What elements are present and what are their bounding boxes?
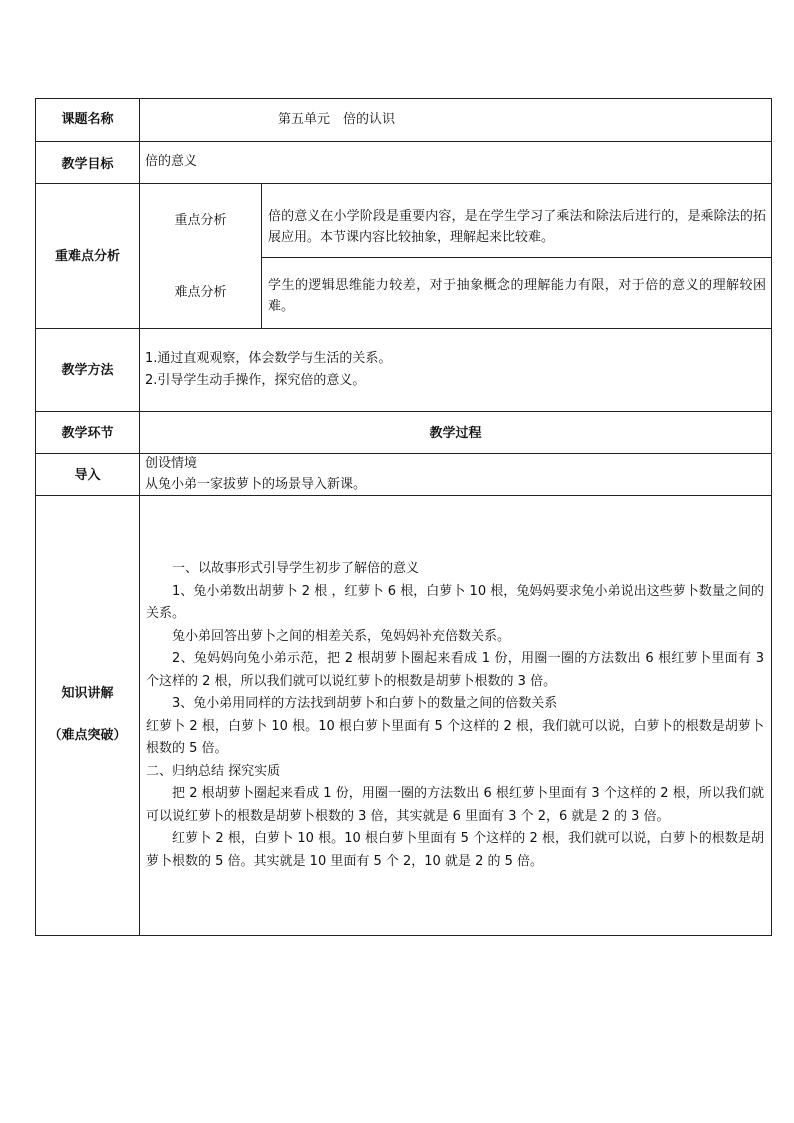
intro-label: 导入: [74, 468, 101, 483]
column-divider: [261, 183, 262, 328]
paragraph: 兔小弟回答出萝卜之间的相差关系，兔妈妈补充倍数关系。: [172, 628, 511, 644]
goal-label: 教学目标: [61, 157, 114, 172]
method-item: 1.通过直观观察，体会数学与生活的关系。: [145, 351, 392, 366]
knowledge-sublabel: （难点突破）: [48, 728, 127, 743]
section-heading: 一、以故事形式引导学生初步了解倍的意义: [172, 561, 420, 576]
goal-value: 倍的意义: [145, 154, 198, 169]
method-label: 教学方法: [61, 363, 114, 378]
row-divider: [261, 257, 771, 258]
knowledge-label: 知识讲解: [61, 686, 114, 701]
row-divider: [36, 495, 771, 496]
paragraph: 红萝卜 2 根，白萝卜 10 根。10 根白萝卜里面有 5 个这样的 2 根，我们就可以说，白萝卜的根数是胡萝卜根数的 5 倍。其实就是 10 里面有 5 个 2，10 就是 2 的 5 倍。: [146, 831, 764, 869]
row-divider: [36, 411, 771, 412]
row-divider: [36, 183, 771, 184]
difficulty-label: 难点分析: [174, 285, 227, 300]
title-label: 课题名称: [61, 112, 114, 127]
key-point-text: 倍的意义在小学阶段是重要内容，是在学生学习了乘法和除法后进行的，是乘除法的拓展应用。本节课内容比较抽象，理解起来比较难。: [268, 209, 766, 245]
row-divider: [36, 141, 771, 142]
row-divider: [36, 328, 771, 329]
process-label: 教学过程: [429, 426, 482, 441]
key-point-label: 重点分析: [174, 213, 227, 228]
analysis-label: 重难点分析: [54, 249, 120, 264]
section-heading: 二、归纳总结 探究实质: [146, 763, 281, 779]
knowledge-content: [146, 558, 764, 873]
title-value: 第五单元 倍的认识: [278, 112, 396, 127]
method-item: 2.引导学生动手操作，探究倍的意义。: [145, 373, 366, 388]
difficulty-text: 学生的逻辑思维能力较差，对于抽象概念的理解能力有限，对于倍的意义的理解较困难。: [268, 278, 766, 314]
paragraph: 2、兔妈妈向兔小弟示范，把 2 根胡萝卜圈起来看成 1 份，用圈一圈的方法数出 6 根红萝卜里面有 3 个这样的 2 根，所以我们就可以说红萝卜的根数是胡萝卜根数的 3 倍。: [146, 651, 764, 689]
intro-line: 创设情境: [145, 456, 198, 471]
paragraph: 把 2 根胡萝卜圈起来看成 1 份，用圈一圈的方法数出 6 根红萝卜里面有 3 个这样的 2 根，所以我们就可以说红萝卜的根数是胡萝卜根数的 3 倍，其实就是 6 里面有 3 个 2，6 就是 2 的 3 倍。: [146, 786, 764, 824]
intro-line: 从兔小弟一家拔萝卜的场景导入新课。: [145, 477, 367, 492]
lesson-plan-table: [35, 98, 772, 936]
stage-label: 教学环节: [61, 426, 114, 441]
paragraph: 1、兔小弟数出胡萝卜 2 根 ，红萝卜 6 根，白萝卜 10 根，兔妈妈要求兔小弟说出这些萝卜数量之间的关系。: [146, 583, 764, 621]
paragraph: 3、兔小弟用同样的方法找到胡萝卜和白萝卜的数量之间的倍数关系: [172, 696, 558, 711]
paragraph: 红萝卜 2 根，白萝卜 10 根。10 根白萝卜里面有 5 个这样的 2 根，我们就可以说，白萝卜的根数是胡萝卜根数的 5 倍。: [146, 718, 764, 756]
